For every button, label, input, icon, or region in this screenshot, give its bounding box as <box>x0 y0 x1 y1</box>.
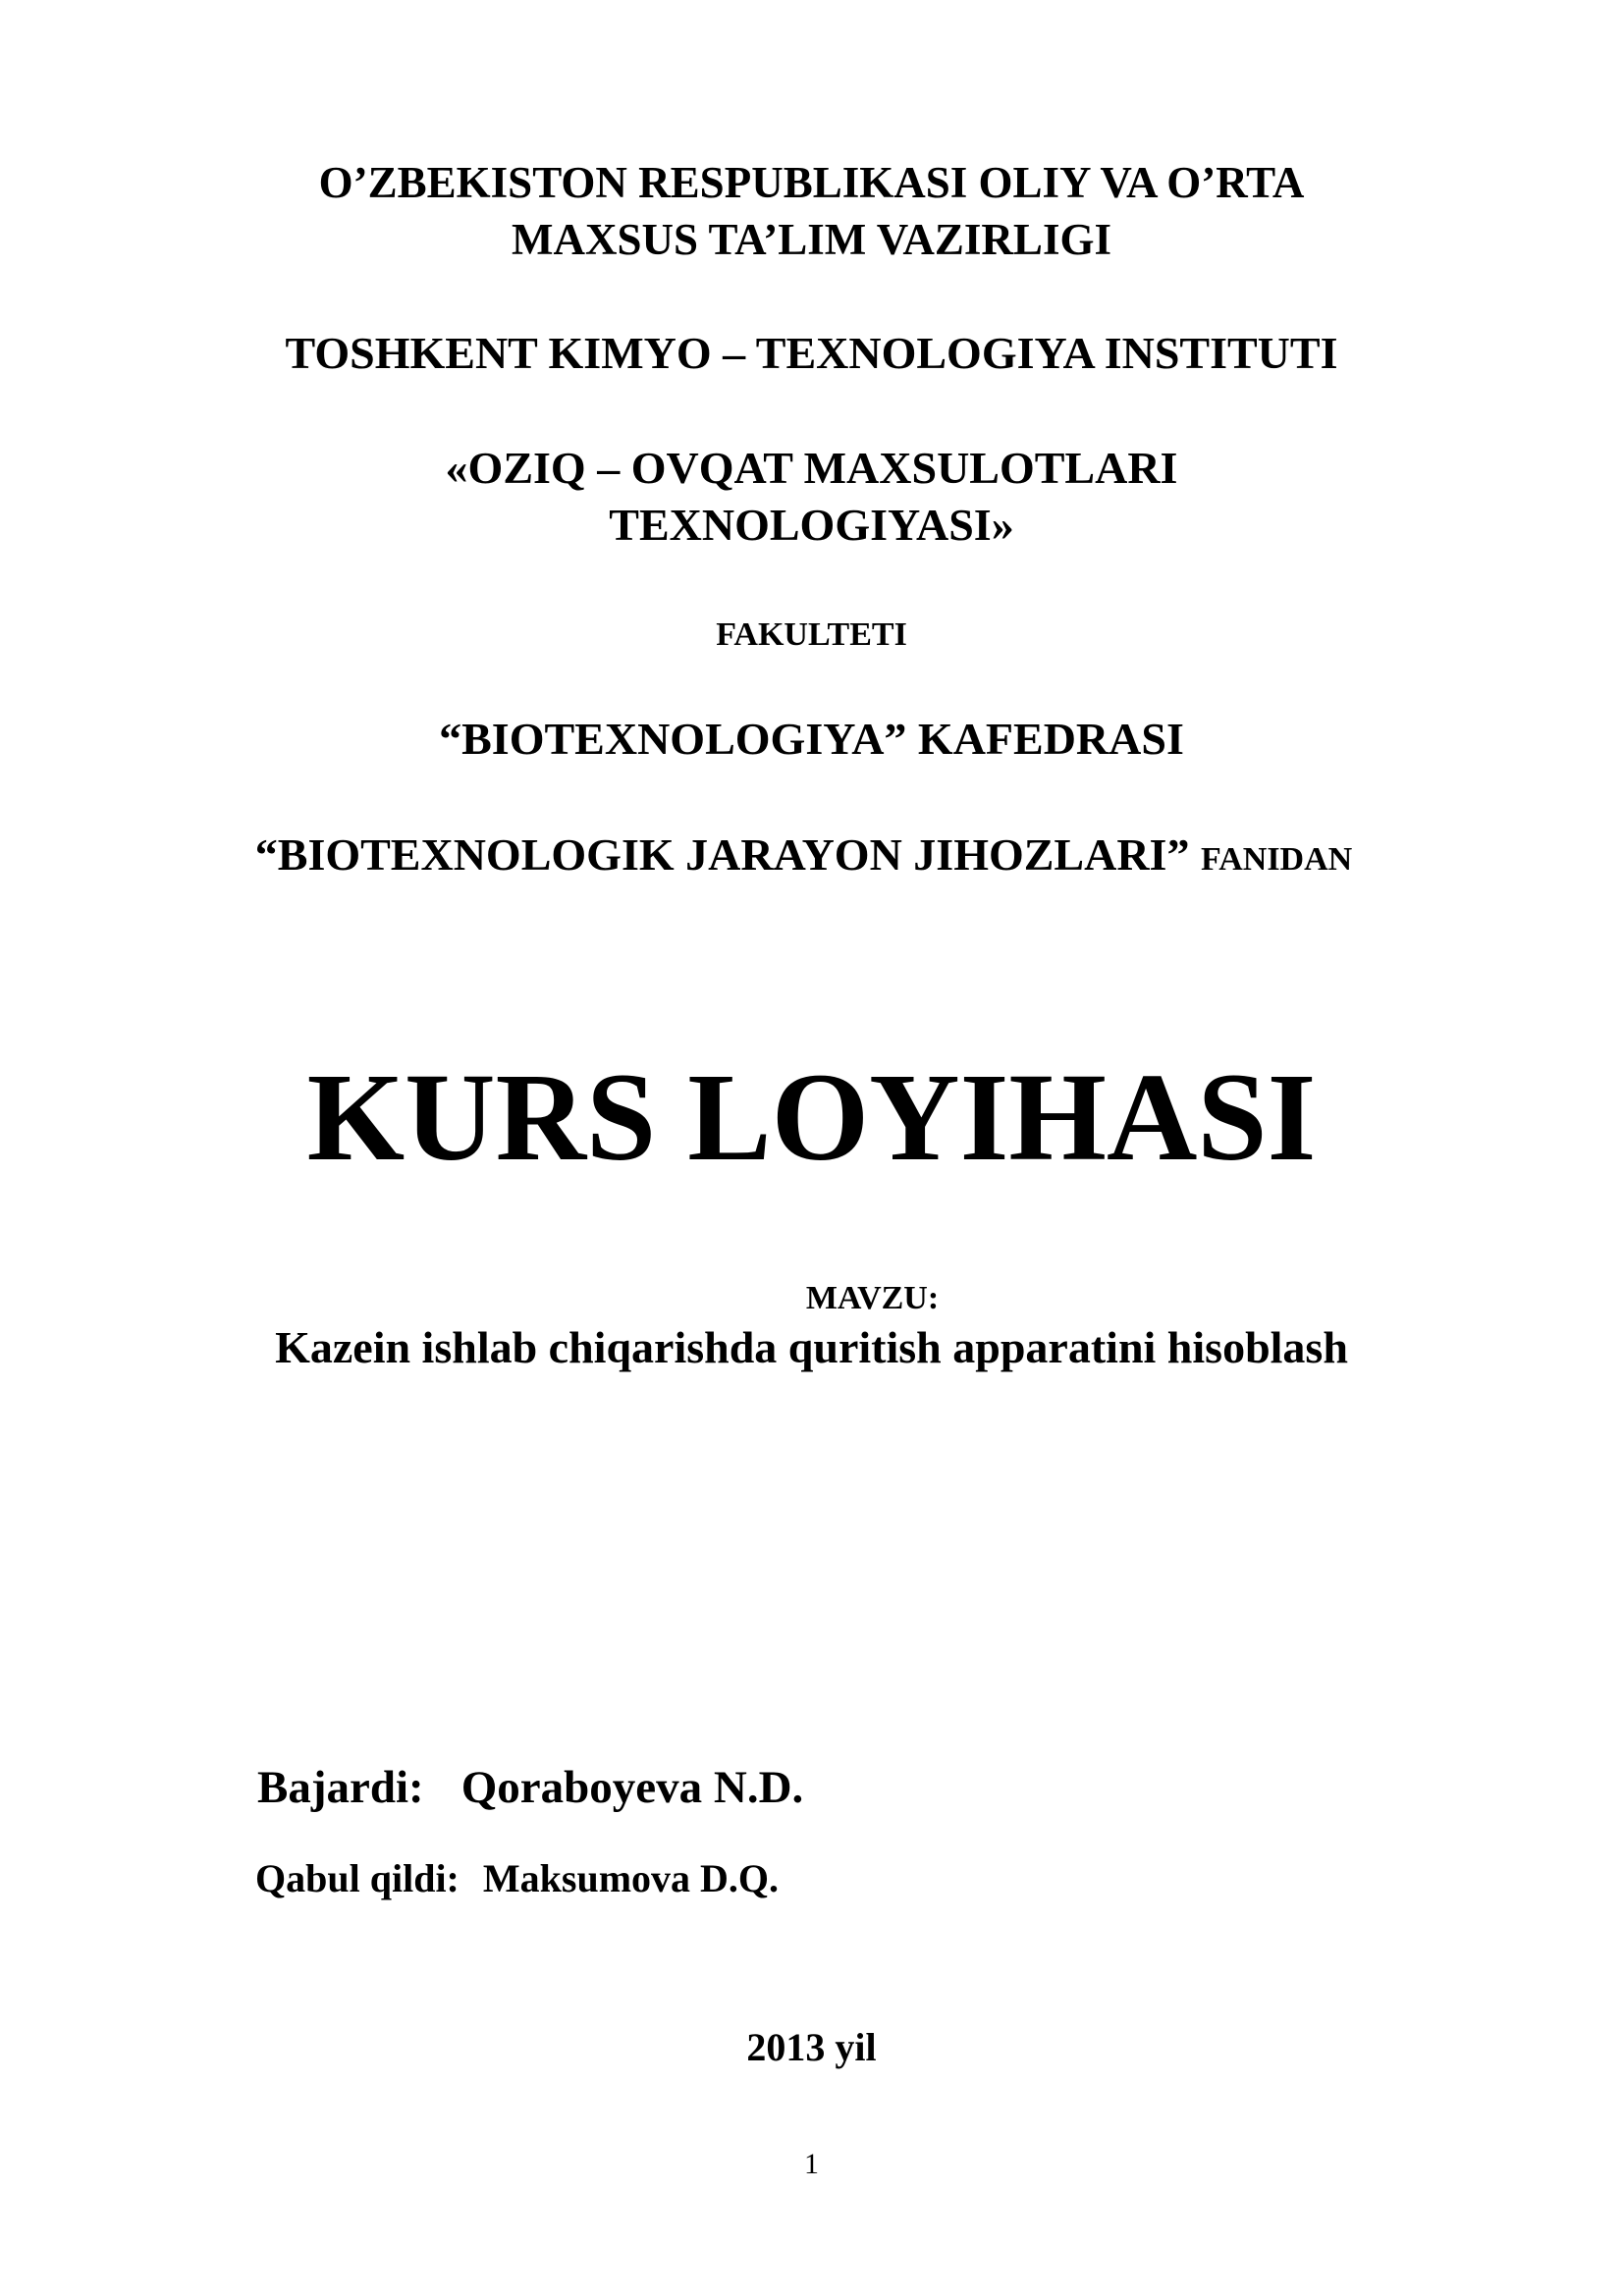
year: 2013 yil <box>746 2025 877 2069</box>
faculty-name-line-1: «OZIQ – OVQAT MAXSULOTLARI <box>445 443 1178 493</box>
performed-name: Qoraboyeva N.D. <box>460 1762 804 1813</box>
faculty-name-line-2: TEXNOLOGIYASI» <box>609 500 1014 550</box>
topic-label: MAVZU: <box>805 1280 940 1316</box>
accepted-name: Maksumova D.Q. <box>482 1856 780 1900</box>
topic-text: Kazein ishlab chiqarishda quritish apparatini hisoblash <box>275 1322 1348 1372</box>
subject-name: “BIOTEXNOLOGIK JARAYON JIHOZLARI” <box>254 829 1190 880</box>
ministry-line-2: MAXSUS TA’LIM VAZIRLIGI <box>512 215 1111 264</box>
faculty-label: FAKULTETI <box>716 616 907 653</box>
subject-suffix: FANIDAN <box>1200 841 1353 878</box>
accepted-by-line <box>255 1856 780 1900</box>
accepted-label: Qabul qildi: <box>255 1856 460 1900</box>
document-title: KURS LOYIHASI <box>306 1047 1317 1187</box>
institute-name: TOSHKENT KIMYO – TEXNOLOGIYA INSTITUTI <box>285 328 1338 378</box>
performed-by-line <box>257 1762 804 1813</box>
page-number: 1 <box>804 2148 819 2180</box>
department-name: “BIOTEXNOLOGIYA” KAFEDRASI <box>439 714 1184 764</box>
performed-label: Bajardi: <box>257 1762 424 1813</box>
ministry-line-1: O’ZBEKISTON RESPUBLIKASI OLIY VA O’RTA <box>318 158 1305 207</box>
subject-line <box>0 829 1615 880</box>
